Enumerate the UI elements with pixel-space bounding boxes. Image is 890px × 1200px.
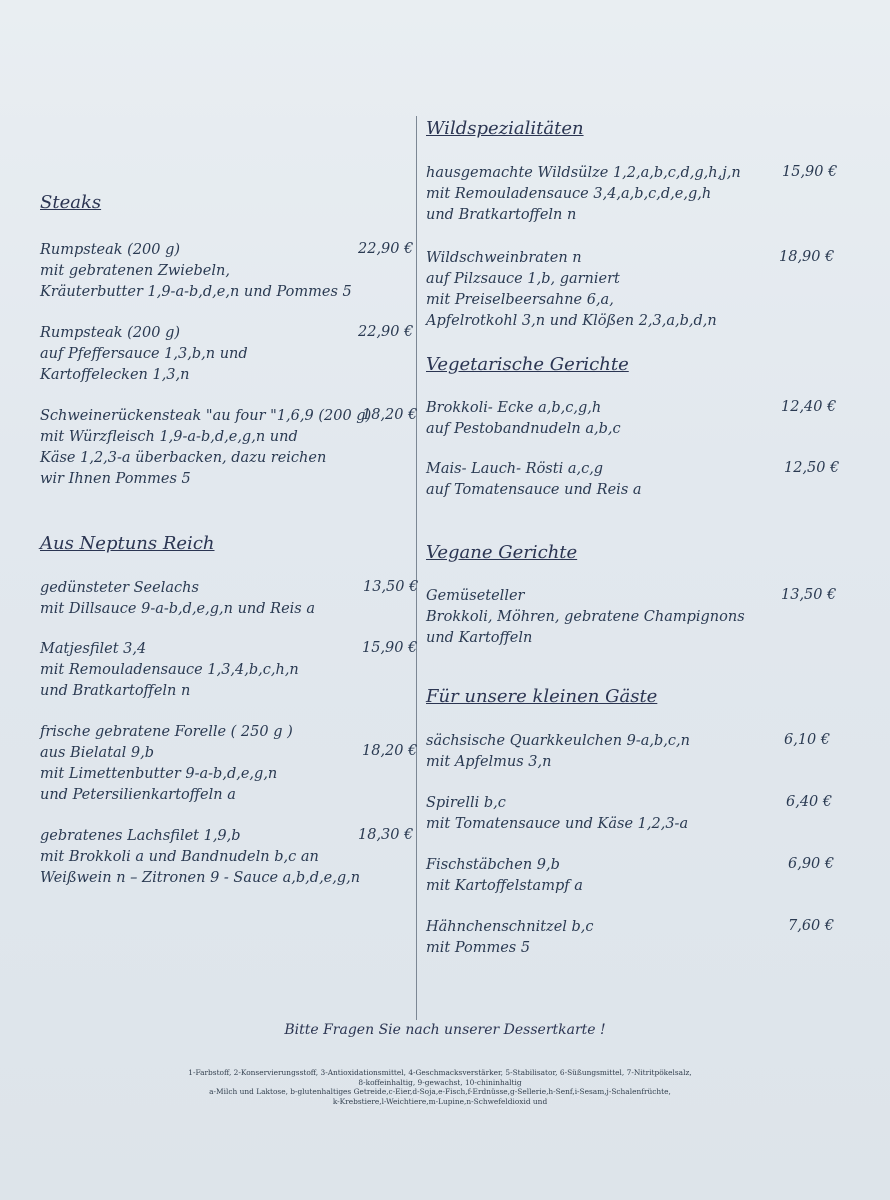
section-heading-vegan: Vegane Gerichte bbox=[426, 542, 578, 563]
menu-item-lachsfilet bbox=[40, 826, 360, 889]
section-heading-vegetarisch: Vegetarische Gerichte bbox=[426, 354, 629, 375]
item-desc: mit Remouladensauce 3,4,a,b,c,d,e,g,h bbox=[426, 186, 712, 202]
item-price: 13,50 € bbox=[363, 579, 419, 595]
menu-item-schweinerueckensteak bbox=[40, 406, 371, 490]
item-price: 6,10 € bbox=[784, 732, 831, 748]
item-name: aus Bielatal 9,b bbox=[40, 745, 155, 761]
item-desc: mit Tomatensauce und Käse 1,2,3-a bbox=[426, 816, 689, 832]
item-name: gedünsteter Seelachs bbox=[40, 580, 199, 596]
item-name: Fischstäbchen 9,b bbox=[426, 857, 560, 873]
item-price: 18,20 € bbox=[362, 407, 418, 423]
item-desc: auf Pestobandnudeln a,b,c bbox=[426, 421, 621, 437]
item-price: 18,30 € bbox=[358, 827, 414, 843]
item-desc: mit Dillsauce 9-a-b,d,e,g,n und Reis a bbox=[40, 601, 315, 617]
menu-item-forelle bbox=[40, 722, 293, 806]
item-desc: Apfelrotkohl 3,n und Klößen 2,3,a,b,d,n bbox=[426, 313, 717, 329]
legend-line: 1-Farbstoff, 2-Konservierungsstoff, 3-Antioxidationsmittel, 4-Geschmacksverstärker, 5-Stabilisator, 6-Süßungsmittel, 7-Nitritpökelsalz, bbox=[188, 1068, 692, 1077]
menu-item-brokkoli-ecke bbox=[426, 398, 621, 440]
legend-line: k-Krebstiere,l-Weichtiere,m-Lupine,n-Schwefeldioxid und bbox=[332, 1096, 548, 1106]
menu-item-mais-lauch-roesti bbox=[426, 459, 642, 501]
item-price: 18,20 € bbox=[362, 743, 418, 759]
item-desc: und Petersilienkartoffeln a bbox=[40, 787, 236, 803]
dessert-note: Bitte Fragen Sie nach unserer Dessertkarte ! bbox=[284, 1022, 606, 1038]
item-desc: Kräuterbutter 1,9-a-b,d,e,n und Pommes 5 bbox=[40, 284, 352, 300]
section-heading-steaks: Steaks bbox=[40, 192, 102, 213]
item-desc: und Bratkartoffeln n bbox=[40, 683, 191, 699]
item-desc: mit Preiselbeersahne 6,a, bbox=[426, 292, 614, 308]
item-desc: mit Brokkoli a und Bandnudeln b,c an bbox=[40, 849, 319, 865]
item-desc: wir Ihnen Pommes 5 bbox=[40, 471, 191, 487]
menu-item-rumpsteak-zwiebeln bbox=[40, 240, 352, 303]
section-heading-wild: Wildspezialitäten bbox=[426, 118, 584, 139]
item-desc: Käse 1,2,3-a überbacken, dazu reichen bbox=[40, 450, 327, 466]
item-desc: mit Limettenbutter 9-a-b,d,e,g,n bbox=[40, 766, 278, 782]
item-desc: mit gebratenen Zwiebeln, bbox=[40, 263, 230, 279]
menu-item-wildsuelze bbox=[426, 163, 741, 226]
item-name: frische gebratene Forelle ( 250 g ) bbox=[40, 724, 293, 740]
allergen-legend bbox=[150, 1068, 730, 1106]
item-name: Schweinerückensteak "au four "1,6,9 (200 g) bbox=[40, 408, 372, 424]
menu-item-matjesfilet bbox=[40, 639, 299, 702]
item-desc: Brokkoli, Möhren, gebratene Champignons bbox=[426, 609, 745, 625]
section-heading-neptun: Aus Neptuns Reich bbox=[40, 533, 215, 554]
item-desc: mit Apfelmus 3,n bbox=[426, 754, 552, 770]
item-desc: mit Pommes 5 bbox=[426, 940, 531, 956]
item-name: Wildschweinbraten n bbox=[426, 250, 582, 266]
section-heading-kinder: Für unsere kleinen Gäste bbox=[426, 686, 658, 707]
item-desc: Kartoffelecken 1,3,n bbox=[40, 367, 190, 383]
item-price: 6,90 € bbox=[788, 856, 835, 872]
menu-item-fischstaebchen bbox=[426, 855, 583, 897]
item-price: 13,50 € bbox=[781, 587, 837, 603]
item-price: 15,90 € bbox=[362, 640, 418, 656]
item-name: sächsische Quarkkeulchen 9-a,b,c,n bbox=[426, 733, 690, 749]
item-price: 12,40 € bbox=[781, 399, 837, 415]
legend-line: a-Milch und Laktose, b-glutenhaltiges Getreide,c-Eier,d-Soja,e-Fisch,f-Erdnüsse,g-Sellerie,h-Senf,i-Sesam,j-Schalenfrüchte, bbox=[209, 1087, 671, 1096]
item-desc: und Kartoffeln bbox=[426, 630, 533, 646]
item-name: Hähnchenschnitzel b,c bbox=[426, 919, 594, 935]
menu-item-rumpsteak-pfeffer bbox=[40, 323, 248, 386]
menu-item-gemueseteller bbox=[426, 586, 745, 649]
menu-item-haehnchenschnitzel bbox=[426, 917, 594, 959]
item-name: Matjesfilet 3,4 bbox=[40, 641, 147, 657]
item-desc: auf Pilzsauce 1,b, garniert bbox=[426, 271, 620, 287]
item-desc: Weißwein n – Zitronen 9 - Sauce a,b,d,e,g,n bbox=[40, 870, 361, 886]
item-price: 15,90 € bbox=[782, 164, 838, 180]
item-price: 18,90 € bbox=[779, 249, 835, 265]
item-desc: auf Tomatensauce und Reis a bbox=[426, 482, 642, 498]
item-name: hausgemachte Wildsülze 1,2,a,b,c,d,g,h,j,n bbox=[426, 165, 741, 181]
menu-item-seelachs bbox=[40, 578, 315, 620]
item-name: Gemüseteller bbox=[426, 588, 525, 604]
item-price: 6,40 € bbox=[786, 794, 833, 810]
column-divider bbox=[416, 116, 417, 1020]
item-price: 7,60 € bbox=[788, 918, 835, 934]
item-price: 22,90 € bbox=[358, 324, 414, 340]
menu-item-spirelli bbox=[426, 793, 688, 835]
menu-item-wildschweinbraten bbox=[426, 248, 717, 332]
legend-line: 8-koffeinhaltig, 9-gewachst, 10-chininhaltig bbox=[358, 1077, 522, 1087]
item-name: gebratenes Lachsfilet 1,9,b bbox=[40, 828, 241, 844]
item-price: 12,50 € bbox=[784, 460, 840, 476]
item-name: Brokkoli- Ecke a,b,c,g,h bbox=[426, 400, 602, 416]
item-desc: mit Remouladensauce 1,3,4,b,c,h,n bbox=[40, 662, 299, 678]
item-name: Mais- Lauch- Rösti a,c,g bbox=[426, 461, 604, 477]
item-name: Spirelli b,c bbox=[426, 795, 506, 811]
item-desc: auf Pfeffersauce 1,3,b,n und bbox=[40, 346, 248, 362]
item-desc: und Bratkartoffeln n bbox=[426, 207, 577, 223]
item-price: 22,90 € bbox=[358, 241, 414, 257]
item-name: Rumpsteak (200 g) bbox=[40, 242, 181, 258]
menu-item-quarkkeulchen bbox=[426, 731, 690, 773]
item-desc: mit Würzfleisch 1,9-a-b,d,e,g,n und bbox=[40, 429, 298, 445]
item-desc: mit Kartoffelstampf a bbox=[426, 878, 583, 894]
item-name: Rumpsteak (200 g) bbox=[40, 325, 181, 341]
